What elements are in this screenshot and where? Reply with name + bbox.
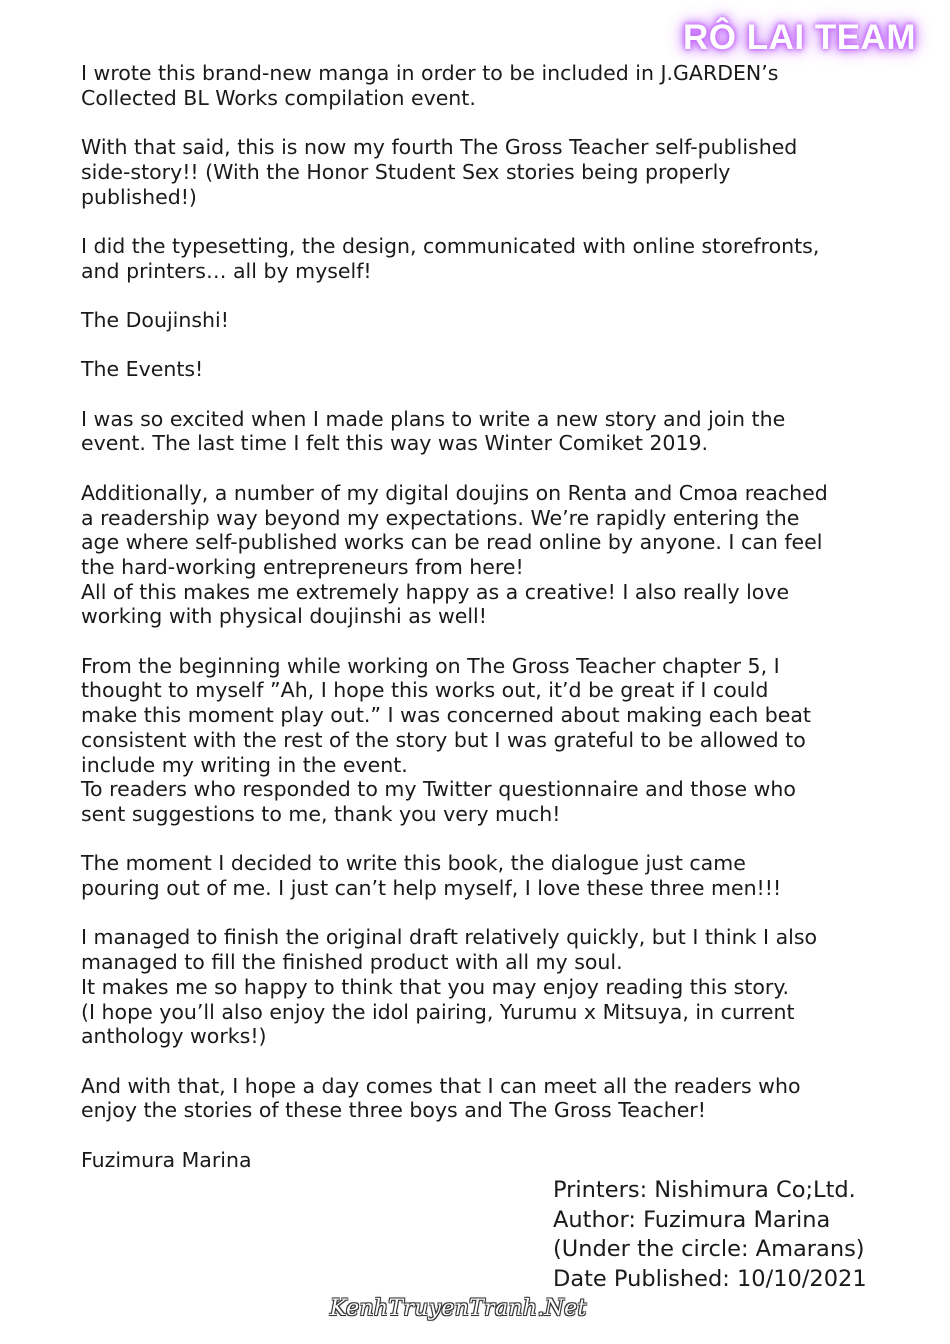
paragraph-9 <box>81 851 881 900</box>
text-line: With that said, this is now my fourth The Gross Teacher self-published <box>81 135 798 160</box>
date-published: Date Published: 10/10/2021 <box>553 1265 867 1292</box>
text-line: All of this makes me extremely happy as a creative! I also really love <box>81 579 790 604</box>
text-line: managed to fill the finished product with all my soul. <box>81 950 623 975</box>
paragraph-6 <box>81 407 881 456</box>
paragraph-4 <box>81 308 881 333</box>
text-line: The Doujinshi! <box>81 307 229 332</box>
text-line: make this moment play out.” I was concerned about making each beat <box>81 703 811 728</box>
paragraph-11 <box>81 1074 881 1123</box>
text-line: To readers who responded to my Twitter questionnaire and those who <box>81 777 796 802</box>
site-watermark: KenhTruyenTranh.Net <box>330 1296 587 1321</box>
text-line: Additionally, a number of my digital doujins on Renta and Cmoa reached <box>81 480 828 505</box>
text-line: a readership way beyond my expectations. We’re rapidly entering the <box>81 505 800 530</box>
text-line: Collected BL Works compilation event. <box>81 85 476 110</box>
text-line: The moment I decided to write this book, the dialogue just came <box>81 851 746 876</box>
paragraph-1 <box>81 61 881 110</box>
text-line: include my writing in the event. <box>81 752 408 777</box>
afterword-letter <box>81 61 881 1172</box>
text-line: the hard-working entrepreneurs from here! <box>81 554 524 579</box>
publication-credits <box>553 1176 867 1294</box>
text-line: (I hope you’ll also enjoy the idol pairing, Yurumu x Mitsuya, in current <box>81 999 795 1024</box>
text-line: pouring out of me. I just can’t help myself, I love these three men!!! <box>81 876 782 901</box>
text-line: enjoy the stories of these three boys and The Gross Teacher! <box>81 1098 706 1123</box>
paragraph-2 <box>81 135 881 209</box>
paragraph-8 <box>81 654 881 827</box>
team-watermark: RÔ LAI TEAM <box>683 18 916 57</box>
text-line: sent suggestions to me, thank you very much! <box>81 801 561 826</box>
author-signature <box>81 1148 881 1173</box>
text-line: side-story!! (With the Honor Student Sex stories being properly <box>81 159 731 184</box>
paragraph-3 <box>81 234 881 283</box>
signature-text: Fuzimura Marina <box>81 1147 252 1172</box>
text-line: published!) <box>81 184 197 209</box>
text-line: and printers… all by myself! <box>81 258 372 283</box>
printers-credit: Printers: Nishimura Co;Ltd. <box>553 1177 856 1203</box>
text-line: I did the typesetting, the design, communicated with online storefronts, <box>81 233 820 258</box>
text-line: I managed to finish the original draft relatively quickly, but I think I also <box>81 925 818 950</box>
paragraph-10 <box>81 925 881 1049</box>
text-line: thought to myself ”Ah, I hope this works out, it’d be great if I could <box>81 678 769 703</box>
text-line: consistent with the rest of the story but I was grateful to be allowed to <box>81 727 806 752</box>
text-line: I wrote this brand-new manga in order to be included in J.GARDEN’s <box>81 61 779 85</box>
text-line: I was so excited when I made plans to write a new story and join the <box>81 406 786 431</box>
circle-credit: (Under the circle: Amarans) <box>553 1236 865 1262</box>
paragraph-7 <box>81 481 881 629</box>
author-credit: Author: Fuzimura Marina <box>553 1206 831 1233</box>
text-line: The Events! <box>81 357 204 382</box>
text-line: From the beginning while working on The Gross Teacher chapter 5, I <box>81 653 780 678</box>
text-line: And with that, I hope a day comes that I can meet all the readers who <box>81 1073 801 1098</box>
text-line: anthology works!) <box>81 1024 267 1049</box>
paragraph-5 <box>81 357 881 382</box>
text-line: working with physical doujinshi as well! <box>81 604 487 629</box>
text-line: It makes me so happy to think that you may enjoy reading this story. <box>81 974 790 999</box>
text-line: event. The last time I felt this way was Winter Comiket 2019. <box>81 431 709 456</box>
text-line: age where self-published works can be read online by anyone. I can feel <box>81 530 823 555</box>
